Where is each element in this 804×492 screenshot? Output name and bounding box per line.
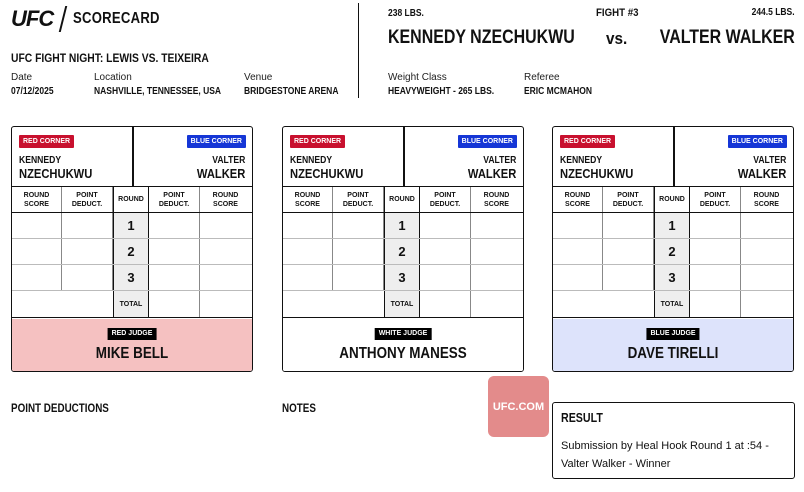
blue-score-cell <box>741 265 792 290</box>
score-grid <box>283 187 523 318</box>
blue-deduct-cell <box>149 265 200 290</box>
red-score-cell <box>283 239 333 264</box>
red-deduct-cell <box>603 239 654 264</box>
round-row <box>12 265 252 291</box>
round-row <box>553 213 793 239</box>
red-score-cell <box>283 265 333 290</box>
red-score-cell <box>553 213 603 238</box>
judge-badge: RED JUDGE <box>108 328 157 340</box>
blue-corner-badge: BLUE CORNER <box>458 135 517 148</box>
blue-deduct-cell <box>420 265 471 290</box>
total-label: TOTAL <box>654 291 690 317</box>
corners-header <box>12 127 252 187</box>
blue-score-cell <box>200 239 251 264</box>
red-score-cell <box>12 265 62 290</box>
round-number: 2 <box>384 239 420 264</box>
point-deductions-title: POINT DEDUCTIONS <box>11 401 109 415</box>
red-point-deduct-header: POINT DEDUCT. <box>603 187 654 212</box>
ufc-logo-text: UFC <box>11 6 54 31</box>
round-number: 2 <box>113 239 149 264</box>
blue-deduct-cell <box>149 239 200 264</box>
blue-score-cell <box>471 239 522 264</box>
blue-score-cell <box>200 265 251 290</box>
round-number: 3 <box>654 265 690 290</box>
total-row <box>12 291 252 318</box>
judge-panel <box>283 319 523 371</box>
score-grid-header <box>283 187 523 213</box>
blue-corner-badge: BLUE CORNER <box>728 135 787 148</box>
red-fighter-weight: 238 LBS. <box>388 8 424 19</box>
blue-round-score-header: ROUND SCORE <box>212 191 239 208</box>
ufc-com-link[interactable]: UFC.COM <box>488 376 549 437</box>
blue-point-deduct-header: POINT DEDUCT. <box>420 187 471 212</box>
blue-score-cell <box>741 213 792 238</box>
result-line-2: Valter Walker - Winner <box>561 458 671 470</box>
round-row <box>553 239 793 265</box>
red-corner-name: KENNEDY NZECHUKWU <box>19 155 93 181</box>
weight-class-label: Weight Class <box>388 72 447 83</box>
red-score-cell <box>12 239 62 264</box>
location-value: NASHVILLE, TENNESSEE, USA <box>94 86 222 97</box>
red-deduct-cell <box>603 265 654 290</box>
fight-number: FIGHT #3 <box>596 7 639 19</box>
judge-scorecard-2 <box>282 126 524 372</box>
total-label: TOTAL <box>113 291 149 317</box>
red-deduct-cell <box>333 239 384 264</box>
red-score-cell <box>12 213 62 238</box>
weight-class-value: HEAVYWEIGHT - 265 LBS. <box>388 86 495 97</box>
round-row <box>283 265 523 291</box>
corners-header <box>283 127 523 187</box>
red-corner-badge: RED CORNER <box>19 135 74 148</box>
blue-round-score-header: ROUND SCORE <box>483 191 510 208</box>
judge-scorecard-3 <box>552 126 794 372</box>
judge-name: ANTHONY MANESS <box>339 345 467 362</box>
score-grid <box>553 187 793 318</box>
red-point-deduct-header: POINT DEDUCT. <box>333 187 384 212</box>
red-point-deduct-header: POINT DEDUCT. <box>62 187 113 212</box>
blue-point-deduct-header: POINT DEDUCT. <box>690 187 741 212</box>
blue-total-cell <box>200 291 251 317</box>
red-corner-name: KENNEDY NZECHUKWU <box>560 155 634 181</box>
vs-label: vs. <box>606 29 628 48</box>
total-label: TOTAL <box>384 291 420 317</box>
result-box <box>552 402 795 479</box>
round-row <box>12 239 252 265</box>
blue-point-deduct-header: POINT DEDUCT. <box>149 187 200 212</box>
red-corner-badge: RED CORNER <box>560 135 615 148</box>
referee-value: ERIC MCMAHON <box>524 86 592 97</box>
red-deduct-cell <box>603 213 654 238</box>
round-row <box>12 213 252 239</box>
score-grid <box>12 187 252 318</box>
blue-fighter-weight: 244.5 LBS. <box>751 7 795 18</box>
scorecard-label: SCORECARD <box>73 10 160 27</box>
score-grid-header <box>553 187 793 213</box>
blue-corner-name: VALTER WALKER <box>467 155 516 181</box>
blue-deduct-cell <box>149 213 200 238</box>
red-score-cell <box>553 265 603 290</box>
round-number: 1 <box>113 213 149 238</box>
blue-total-cell <box>471 291 522 317</box>
blue-deduct-cell <box>420 239 471 264</box>
venue-label: Venue <box>244 72 273 83</box>
result-title: RESULT <box>561 410 603 425</box>
blue-total-cell <box>741 291 792 317</box>
blue-fighter-name: VALTER WALKER <box>659 27 795 48</box>
round-header: ROUND <box>384 187 420 212</box>
date-value: 07/12/2025 <box>11 86 54 97</box>
date-label: Date <box>11 72 33 83</box>
event-title: UFC FIGHT NIGHT: LEWIS VS. TEIXEIRA <box>11 51 209 65</box>
judge-name: MIKE BELL <box>95 345 169 362</box>
judge-badge: BLUE JUDGE <box>646 328 699 340</box>
red-total-cell <box>553 291 603 317</box>
blue-round-score-header: ROUND SCORE <box>753 191 780 208</box>
score-grid-header <box>12 187 252 213</box>
red-deduct-cell <box>62 265 113 290</box>
round-header: ROUND <box>113 187 149 212</box>
round-number: 3 <box>113 265 149 290</box>
round-number: 2 <box>654 239 690 264</box>
notes-title: NOTES <box>282 401 316 415</box>
judge-panel <box>12 319 252 371</box>
blue-score-cell <box>741 239 792 264</box>
red-corner-badge: RED CORNER <box>290 135 345 148</box>
round-row <box>283 239 523 265</box>
blue-deduct-cell <box>690 265 741 290</box>
blue-corner-badge: BLUE CORNER <box>187 135 246 148</box>
round-number: 1 <box>654 213 690 238</box>
blue-score-cell <box>200 213 251 238</box>
location-label: Location <box>94 72 132 83</box>
round-row <box>283 213 523 239</box>
red-total-cell <box>12 291 62 317</box>
round-number: 1 <box>384 213 420 238</box>
red-total-cell <box>283 291 333 317</box>
judge-scorecard-1 <box>11 126 253 372</box>
red-score-cell <box>553 239 603 264</box>
corners-header <box>553 127 793 187</box>
judge-panel <box>553 319 793 371</box>
ufc-logo <box>11 6 179 32</box>
red-round-score-header: ROUND SCORE <box>12 187 62 212</box>
header-divider <box>358 3 359 98</box>
blue-deduct-cell <box>690 239 741 264</box>
red-corner-name: KENNEDY NZECHUKWU <box>290 155 364 181</box>
round-row <box>553 265 793 291</box>
red-deduct-cell <box>333 213 384 238</box>
referee-label: Referee <box>524 72 560 83</box>
red-round-score-header: ROUND SCORE <box>283 187 333 212</box>
round-header: ROUND <box>654 187 690 212</box>
result-text <box>561 437 786 473</box>
round-number: 3 <box>384 265 420 290</box>
red-score-cell <box>283 213 333 238</box>
result-line-1: Submission by Heal Hook Round 1 at :54 - <box>561 440 769 452</box>
venue-value: BRIDGESTONE ARENA <box>244 86 339 97</box>
logo-divider <box>59 6 67 32</box>
judge-name: DAVE TIRELLI <box>627 345 719 362</box>
blue-score-cell <box>471 213 522 238</box>
red-round-score-header: ROUND SCORE <box>553 187 603 212</box>
red-deduct-cell <box>62 239 113 264</box>
blue-corner-name: VALTER WALKER <box>196 155 245 181</box>
blue-score-cell <box>471 265 522 290</box>
red-fighter-name: KENNEDY NZECHUKWU <box>388 27 575 48</box>
red-deduct-cell <box>62 213 113 238</box>
red-deduct-cell <box>333 265 384 290</box>
total-row <box>283 291 523 318</box>
blue-corner-name: VALTER WALKER <box>737 155 786 181</box>
total-row <box>553 291 793 318</box>
blue-deduct-cell <box>420 213 471 238</box>
blue-deduct-cell <box>690 213 741 238</box>
judge-badge: WHITE JUDGE <box>375 328 432 340</box>
